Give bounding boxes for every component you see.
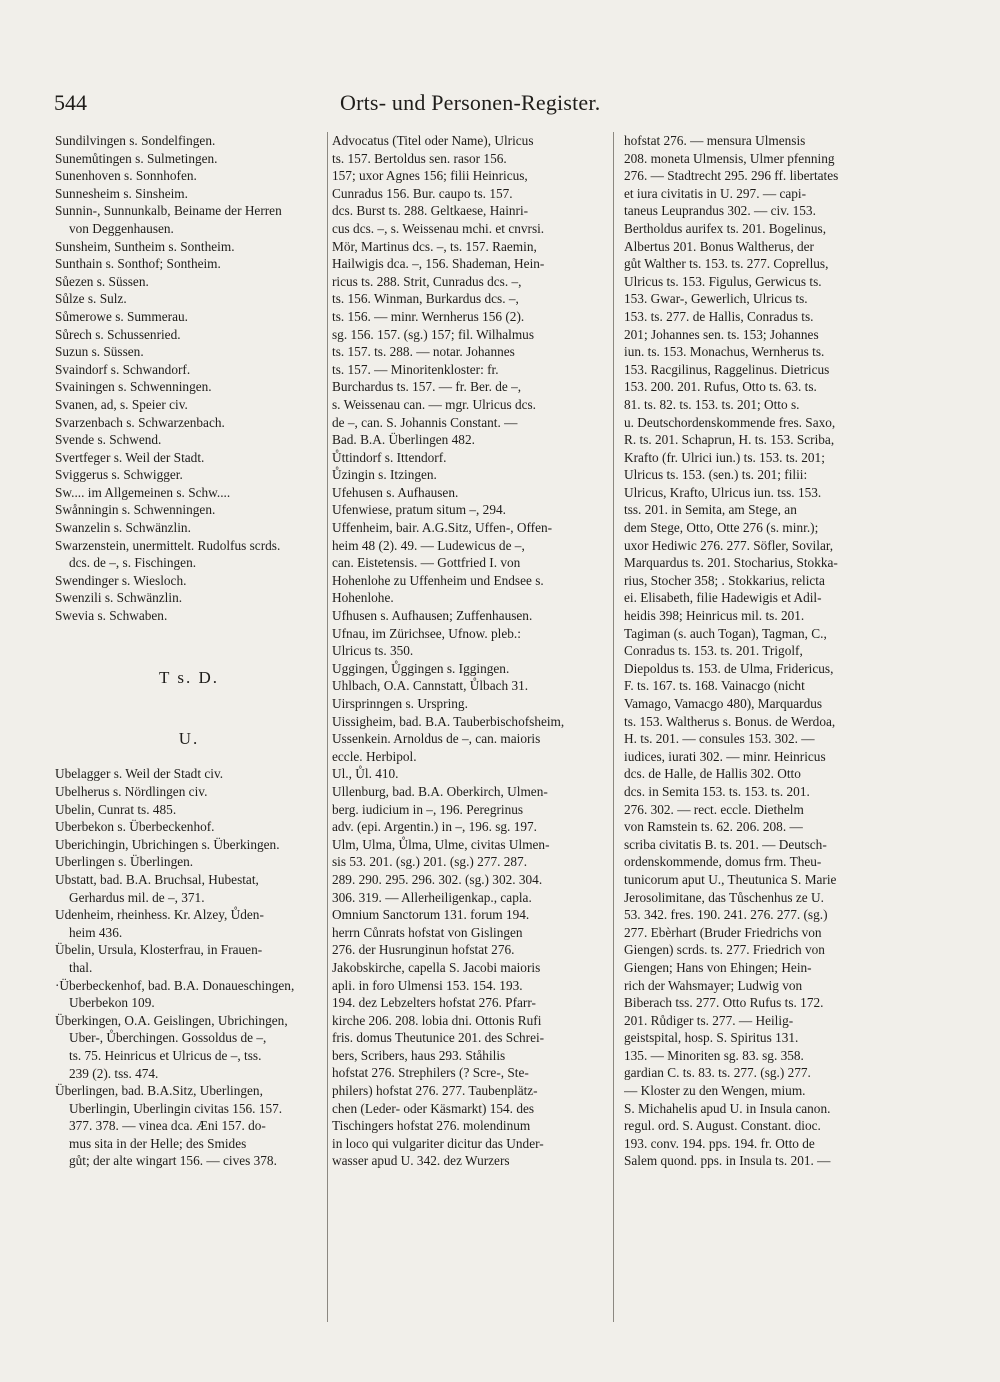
register-entry-line: Sundilvingen s. Sondelfingen. — [55, 133, 216, 148]
register-entry-line: sis 53. 201. (sg.) 201. (sg.) 277. 287. — [332, 854, 528, 870]
register-entry-line: Conradus ts. 153. ts. 201. Trigolf, — [624, 643, 803, 659]
register-entry-line: cus dcs. –, s. Weissenau mchi. et cnvrsi. — [332, 220, 545, 236]
register-entry-line: bers, Scribers, haus 293. Ståhilis — [332, 1047, 506, 1063]
register-entry-line: adv. (epi. Argentin.) in –, 196. sg. 197. — [332, 819, 537, 835]
register-entry-line: Marquardus ts. 201. Stocharius, Stokka- — [624, 555, 838, 571]
register-entry-line: ei. Elisabeth, filie Hadewigis et Adil- — [624, 590, 822, 606]
register-entry-line: Swenzili s. Schwänzlin. — [55, 590, 183, 606]
register-entry-line: Swarzenstein, unermittelt. Rudolfus scrds. — [55, 537, 281, 553]
register-entry-line: Ullenburg, bad. B.A. Oberkirch, Ulmen- — [332, 783, 548, 799]
register-entry-line: Uberichingin, Ubrichingen s. Überkingen. — [55, 836, 280, 852]
register-entry-line: geistspital, hosp. S. Spiritus 131. — [624, 1030, 799, 1046]
register-entry-line: Sunthain s. Sonthof; Sontheim. — [55, 256, 221, 272]
register-entry-line: Albertus 201. Bonus Waltherus, der — [624, 238, 814, 254]
register-entry-line: Sunenhoven s. Sonnhofen. — [55, 168, 197, 184]
register-entry-line: 276. 302. — rect. eccle. Diethelm — [624, 801, 804, 817]
register-entry-line: Ussenkein. Arnoldus de –, can. maioris — [332, 731, 541, 747]
register-entry-line: Mör, Martinus dcs. –, ts. 157. Raemin, — [332, 238, 537, 254]
register-entry-line: can. Eistetensis. — Gottfried I. von — [332, 555, 521, 571]
register-entry-line: 153. ts. 277. de Hallis, Conradus ts. — [624, 308, 814, 324]
register-entry-line: Hailwigis dca. –, 156. Shademan, Hein- — [332, 256, 545, 272]
register-entry-line: Sunnin-, Sunnunkalb, Beiname der Herren — [55, 203, 282, 219]
register-entry-line: Uggingen, Ůggingen s. Iggingen. — [332, 660, 510, 676]
register-entry-line: 377. 378. — vinea dca. Æni 157. do- — [69, 1118, 266, 1134]
register-entry-line: Salem quond. pps. in Insula ts. 201. — — [624, 1153, 831, 1169]
register-entry-line: 306. 319. — Allerheiligenkap., capla. — [332, 889, 532, 905]
register-entry-line: Svaindorf s. Schwandorf. — [55, 361, 191, 377]
register-entry-line: Uberlingin, Uberlingin civitas 156. 157. — [69, 1100, 283, 1116]
register-entry-line: Uberbekon s. Überbeckenhof. — [55, 819, 215, 835]
register-entry-line: ts. 156. — minr. Wernherus 156 (2). — [332, 308, 525, 324]
register-entry-line: chen (Leder- oder Käsmarkt) 154. des — [332, 1100, 535, 1116]
register-entry-line: Ubelin, Cunrat ts. 485. — [55, 801, 177, 817]
register-entry-line: Sůrech s. Schussenried. — [55, 326, 181, 342]
register-entry-line: Svende s. Schwend. — [55, 432, 162, 448]
register-entry-line: Giengen) scrds. ts. 277. Friedrich von — [624, 942, 825, 958]
register-entry-line: Hohenlohe zu Uffenheim und Endsee s. — [332, 572, 544, 588]
register-entry-line: Suzun s. Süssen. — [55, 344, 144, 360]
register-entry-line: — Kloster zu den Wengen, mium. — [624, 1083, 806, 1099]
register-entry-line: 276. der Husrunginun hofstat 276. — [332, 942, 515, 958]
register-entry-line: rius, Stocher 358; . Stokkarius, relicta — [624, 572, 825, 588]
register-entry-line: R. ts. 201. Schaprun, H. ts. 153. Scriba, — [624, 432, 835, 448]
register-entry-line: iun. ts. 153. Monachus, Wernherus ts. — [624, 344, 825, 360]
register-entry-line: herrn Cůnrats hofstat von Gislingen — [332, 924, 523, 940]
register-entry-line: eccle. Herbipol. — [332, 748, 417, 764]
register-entry-line: de –, can. S. Johannis Constant. — — [332, 414, 518, 430]
register-entry-line: Bad. B.A. Überlingen 482. — [332, 432, 475, 448]
register-entry-line: 289. 290. 295. 296. 302. (sg.) 302. 304. — [332, 871, 543, 887]
register-entry-line: Uffenheim, bair. A.G.Sitz, Uffen-, Offen- — [332, 520, 553, 536]
register-entry-line: Sunsheim, Suntheim s. Sontheim. — [55, 238, 235, 254]
register-entry-line: Uirsprinngen s. Urspring. — [332, 696, 468, 711]
register-entry-line: Ufhusen s. Aufhausen; Zuffenhausen. — [332, 608, 533, 624]
register-entry-line: in loco qui vulgariter dicitur das Under- — [332, 1135, 544, 1151]
section-heading-letter: U. — [178, 729, 200, 749]
register-column-3 — [624, 132, 880, 1170]
register-entry-line: Sůezen s. Süssen. — [55, 273, 149, 289]
register-entry-line: 157; uxor Agnes 156; filii Heinricus, — [332, 168, 528, 184]
register-entry-line: regul. ord. S. August. Constant. dioc. — [624, 1118, 821, 1134]
register-entry-line: ts. 157. — Minoritenkloster: fr. — [332, 361, 499, 377]
register-entry-line: apli. in foro Ulmensi 153. 154. 193. — [332, 977, 523, 993]
register-entry-line: taneus Leuprandus 302. — civ. 153. — [624, 203, 816, 219]
register-entry-line: et iura civitatis in U. 297. — capi- — [624, 185, 807, 201]
register-entry-line: 153. Racgilinus, Raggelinus. Dietricus — [624, 361, 830, 377]
register-entry-line: Ulm, Ulma, Ůlma, Ulme, civitas Ulmen- — [332, 836, 550, 852]
register-entry-line: gůt Walther ts. 153. ts. 277. Coprellus, — [624, 256, 829, 272]
register-entry-line: Krafto (fr. Ulrici iun.) ts. 153. ts. 201; — [624, 449, 825, 465]
register-entry-line: 277. Ebèrhart (Bruder Friedrichs von — [624, 924, 822, 940]
register-entry-line: Udenheim, rheinhess. Kr. Alzey, Ůden- — [55, 907, 264, 923]
register-entry-line: Ufnau, im Zürichsee, Ufnow. pleb.: — [332, 625, 521, 641]
register-entry-line: 276. — Stadtrecht 295. 296 ff. libertates — [624, 168, 839, 184]
register-entry-line: Diepoldus ts. 153. de Ulma, Fridericus, — [624, 660, 834, 676]
register-entry-line: Ul., Ůl. 410. — [332, 766, 399, 782]
register-entry-line: Cunradus 156. Bur. caupo ts. 157. — [332, 185, 513, 201]
register-entry-line: tunicorum aput U., Theutunica S. Marie — [624, 871, 837, 887]
register-entry-line: heim 48 (2). 49. — Ludewicus de –, — [332, 537, 525, 553]
page-number: 544 — [54, 90, 87, 115]
register-entry-line: heidis 398; Heinricus mil. ts. 201. — [624, 608, 805, 624]
register-entry-line: Advocatus (Titel oder Name), Ulricus — [332, 133, 534, 148]
register-entry-line: thal. — [69, 959, 93, 975]
register-entry-line: s. Weissenau can. — mgr. Ulricus dcs. — [332, 396, 537, 412]
register-entry-line: Svanen, ad, s. Speier civ. — [55, 396, 188, 412]
register-entry-line: 53. 342. fres. 190. 241. 276. 277. (sg.) — [624, 907, 828, 923]
register-entry-line: 201. Růdiger ts. 277. — Heilig- — [624, 1012, 794, 1028]
section-heading-cross-reference: T s. D. — [159, 667, 219, 687]
register-entry-line: 135. — Minoriten sg. 83. sg. 358. — [624, 1047, 804, 1063]
register-entry-line: ts. 157. ts. 288. — notar. Johannes — [332, 344, 515, 360]
register-entry-line: S. Michahelis apud U. in Insula canon. — [624, 1100, 831, 1116]
register-entry-line: ordenskommende, domus frm. Theu- — [624, 854, 822, 870]
register-entry-line: dcs. de Halle, de Hallis 302. Otto — [624, 766, 801, 782]
register-entry-line: Vamago, Vamacgo 480), Marquardus — [624, 696, 823, 711]
register-entry-line: von Deggenhausen. — [69, 220, 174, 236]
register-entry-line: Swanzelin s. Schwänzlin. — [55, 520, 191, 536]
register-entry-line: F. ts. 167. ts. 168. Vainacgo (nicht — [624, 678, 805, 694]
register-entry-line: sg. 156. 157. (sg.) 157; fil. Wilhalmus — [332, 326, 534, 342]
register-entry-line: Ůttindorf s. Ittendorf. — [332, 449, 447, 465]
register-entry-line: Uber-, Ůberchingen. Gossoldus de –, — [69, 1030, 267, 1046]
register-entry-line: Svarzenbach s. Schwarzenbach. — [55, 414, 225, 430]
register-entry-line: philers) hofstat 276. 277. Taubenplätz- — [332, 1083, 538, 1099]
register-entry-line: Uissigheim, bad. B.A. Tauberbischofsheim, — [332, 713, 565, 729]
register-entry-line: Swevia s. Schwaben. — [55, 608, 168, 624]
register-entry-line: Biberach tss. 277. Otto Rufus ts. 172. — [624, 995, 824, 1011]
register-entry-line: Sviggerus s. Schwigger. — [55, 467, 183, 483]
register-entry-line: Uberbekon 109. — [69, 995, 155, 1011]
register-entry-line: scriba civitatis B. ts. 201. — Deutsch- — [624, 836, 827, 852]
register-entry-line: Burchardus ts. 157. — fr. Ber. de –, — [332, 379, 522, 395]
register-entry-line: Ufenwiese, pratum situm –, 294. — [332, 502, 506, 518]
register-entry-line: Svainingen s. Schwenningen. — [55, 379, 212, 395]
register-entry-line: Bertholdus aurifex ts. 201. Bogelinus, — [624, 220, 827, 236]
register-entry-line: Sůmerowe s. Summerau. — [55, 308, 188, 324]
register-entry-line: Ulricus ts. 350. — [332, 643, 414, 659]
register-entry-line: ·Überbeckenhof, bad. B.A. Donaueschingen, — [55, 977, 295, 993]
register-entry-line: Omnium Sanctorum 131. forum 194. — [332, 907, 530, 923]
register-entry-line: Ubelagger s. Weil der Stadt civ. — [55, 766, 224, 782]
register-entry-line: Jakobskirche, capella S. Jacobi maioris — [332, 959, 541, 975]
register-entry-line: Svertfeger s. Weil der Stadt. — [55, 449, 205, 465]
register-entry-line: Sunnesheim s. Sinsheim. — [55, 185, 188, 201]
register-entry-line: H. ts. 201. — consules 153. 302. — — [624, 731, 815, 747]
register-entry-line: Hohenlohe. — [332, 590, 394, 606]
register-entry-line: Gerhardus mil. de –, 371. — [69, 889, 205, 905]
register-entry-line: 208. moneta Ulmensis, Ulmer pfenning — [624, 150, 835, 166]
register-entry-line: ricus ts. 288. Strit, Cunradus dcs. –, — [332, 273, 522, 289]
register-entry-line: fris. domus Theutunice 201. des Schrei- — [332, 1030, 545, 1046]
register-entry-line: heim 436. — [69, 924, 123, 940]
register-entry-line: dem Stege, Otto, Otte 276 (s. minr.); — [624, 520, 819, 536]
running-head-title: Orts- und Personen-Register. — [340, 90, 601, 115]
register-entry-line: u. Deutschordenskommende fres. Saxo, — [624, 414, 836, 430]
register-entry-line: ts. 75. Heinricus et Ulricus de –, tss. — [69, 1047, 262, 1063]
register-column-2 — [332, 132, 602, 1170]
register-entry-line: 201; Johannes sen. ts. 153; Johannes — [624, 326, 819, 342]
register-entry-line: Ulricus ts. 153. Figulus, Gerwicus ts. — [624, 273, 822, 289]
register-entry-line: Sw.... im Allgemeinen s. Schw.... — [55, 484, 231, 500]
register-entry-line: von Ramstein ts. 62. 206. 208. — — [624, 819, 803, 835]
register-entry-line: Giengen; Hans von Ehingen; Hein- — [624, 959, 812, 975]
register-entry-line: hofstat 276. Strephilers (? Scre-, Ste- — [332, 1065, 529, 1081]
register-entry-line: dcs. de –, s. Fischingen. — [69, 555, 197, 571]
register-entry-line: 81. ts. 82. ts. 153. ts. 201; Otto s. — [624, 396, 800, 412]
register-column-1 — [55, 132, 323, 1170]
register-entry-line: kirche 206. 208. lobia dni. Ottonis Rufi — [332, 1012, 542, 1028]
register-entry-line: iudices, iurati 302. — minr. Heinricus — [624, 748, 826, 764]
register-entry-line: Ubstatt, bad. B.A. Bruchsal, Hubestat, — [55, 871, 259, 887]
register-entry-line: rich der Wahsmayer; Ludwig von — [624, 977, 803, 993]
register-entry-line: Sůlze s. Sulz. — [55, 291, 127, 307]
register-entry-line: Ůzingin s. Itzingen. — [332, 467, 437, 483]
register-entry-line: Uberlingen s. Überlingen. — [55, 854, 194, 870]
register-entry-line: Überlingen, bad. B.A.Sitz, Uberlingen, — [55, 1083, 263, 1099]
register-entry-line: Tischingers hofstat 276. molendinum — [332, 1118, 531, 1134]
register-entry-line: ts. 153. Waltherus s. Bonus. de Werdoa, — [624, 713, 836, 729]
register-entry-line: berg. iudicium in –, 196. Peregrinus — [332, 801, 524, 817]
register-entry-line: Ulricus, Krafto, Ulricus iun. tss. 153. — [624, 484, 822, 500]
register-entry-line: Ubelherus s. Nördlingen civ. — [55, 784, 208, 799]
register-entry-line: Swendinger s. Wiesloch. — [55, 572, 187, 588]
register-entry-line: Tagiman (s. auch Togan), Tagman, C., — [624, 625, 827, 641]
register-entry-line: Überkingen, O.A. Geislingen, Ubrichingen, — [55, 1012, 288, 1028]
register-entry-line: 239 (2). tss. 474. — [69, 1065, 159, 1081]
register-entry-line: Uhlbach, O.A. Cannstatt, Ůlbach 31. — [332, 678, 529, 694]
register-entry-line: Sunemůtingen s. Sulmetingen. — [55, 150, 218, 166]
register-entry-line: 193. conv. 194. pps. 194. fr. Otto de — [624, 1135, 815, 1151]
register-entry-line: wasser apud U. 342. dez Wurzers — [332, 1153, 510, 1169]
register-entry-line: tss. 201. in Semita, am Stege, an — [624, 502, 797, 518]
register-entry-line: dcs. in Semita 153. ts. 153. ts. 201. — [624, 783, 810, 799]
register-entry-line: 153. 200. 201. Rufus, Otto ts. 63. ts. — [624, 379, 817, 395]
register-entry-line: Ulricus ts. 153. (sen.) ts. 201; filii: — [624, 467, 808, 483]
register-entry-line: Ufehusen s. Aufhausen. — [332, 484, 459, 500]
register-entry-line: 153. Gwar-, Gewerlich, Ulricus ts. — [624, 291, 808, 307]
register-entry-line: Übelin, Ursula, Klosterfrau, in Frauen- — [55, 942, 263, 958]
register-entry-line: Swånningin s. Schwenningen. — [55, 502, 216, 518]
register-entry-line: dcs. Burst ts. 288. Geltkaese, Hainri- — [332, 203, 529, 219]
register-entry-line: uxor Hediwic 276. 277. Söfler, Sovilar, — [624, 537, 834, 553]
register-entry-line: mus sita in der Helle; des Smides — [69, 1135, 247, 1151]
column-divider-right — [613, 132, 614, 1322]
register-entry-line: gůt; der alte wingart 156. — cives 378. — [69, 1153, 277, 1169]
register-entry-line: ts. 156. Winman, Burkardus dcs. –, — [332, 291, 519, 307]
register-entry-line: gardian C. ts. 83. ts. 277. (sg.) 277. — [624, 1065, 811, 1081]
register-entry-line: 194. dez Lebzelters hofstat 276. Pfarr- — [332, 995, 536, 1011]
register-entry-line: ts. 157. Bertoldus sen. rasor 156. — [332, 150, 507, 166]
column-divider-left — [327, 132, 328, 1322]
register-entry-line: Jerosolimitane, das Tůschenhus ze U. — [624, 889, 824, 905]
register-entry-line: hofstat 276. — mensura Ulmensis — [624, 133, 806, 148]
